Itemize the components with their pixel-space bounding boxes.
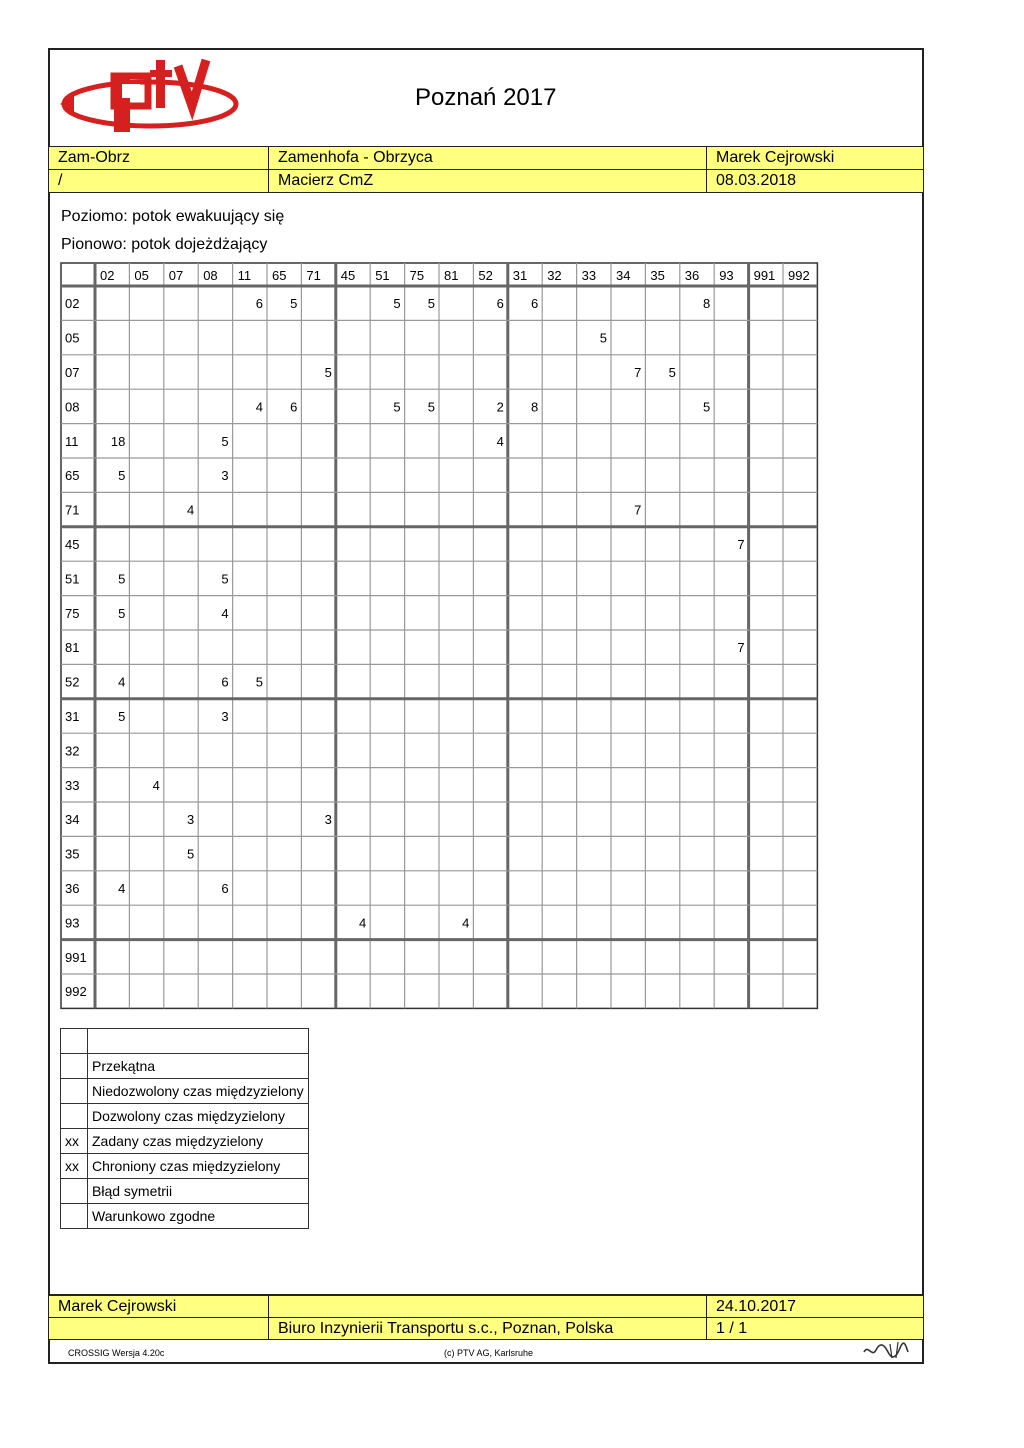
matrix-cell-value: 2: [496, 399, 504, 415]
legend-label: [88, 1029, 309, 1054]
matrix-cell-value: 4: [118, 674, 126, 690]
legend-marker: [61, 1204, 88, 1229]
matrix-cell-value: 6: [290, 399, 298, 415]
matrix-cell-value: 5: [221, 571, 229, 587]
matrix-cell-value: 4: [255, 399, 263, 415]
footer-blank: [49, 1317, 269, 1339]
matrix-cell-value: 5: [668, 365, 676, 380]
row-header: 31: [65, 709, 80, 724]
row-header: 34: [65, 812, 80, 828]
matrix-cell-value: 5: [290, 296, 298, 312]
row-header: 51: [65, 571, 80, 587]
column-header: 992: [788, 268, 810, 283]
legend-label: Przekątna: [88, 1054, 309, 1079]
legend-row: [61, 1029, 309, 1054]
matrix-cell-value: 5: [427, 399, 435, 415]
matrix-cell-value: 3: [221, 468, 229, 484]
column-header: 52: [478, 268, 493, 283]
row-header: 07: [65, 365, 80, 380]
row-header: 991: [65, 949, 87, 965]
row-header: 71: [65, 502, 80, 518]
legend-marker: xx: [61, 1129, 88, 1154]
column-header: 51: [375, 268, 390, 283]
matrix-cell-value: 4: [152, 777, 160, 793]
intersection-name: Zamenhofa - Obrzyca: [269, 146, 707, 169]
row-header: 93: [65, 915, 80, 931]
row-header: 05: [65, 330, 80, 346]
row-header: 65: [65, 468, 80, 484]
column-header: 35: [650, 268, 665, 283]
column-header: 08: [203, 268, 218, 283]
footer-row-1: [49, 1295, 923, 1317]
matrix-cell-value: 5: [186, 846, 195, 862]
matrix-name: Macierz CmZ: [269, 169, 707, 192]
print-date: 08.03.2018: [707, 169, 923, 192]
legend-label: Zadany czas międzyzielony: [88, 1129, 309, 1154]
description-vertical: Pionowo: potok dojeżdżający: [61, 236, 268, 253]
matrix-cell-value: 6: [221, 881, 229, 896]
matrix-cell-value: 4: [186, 502, 195, 518]
row-header: 75: [65, 605, 80, 621]
legend-row: [61, 1079, 309, 1104]
matrix-cell-value: 6: [255, 296, 263, 312]
header-bottom-line: [49, 192, 923, 193]
legend-row: [61, 1179, 309, 1204]
row-header: 36: [65, 881, 80, 896]
matrix-cell-value: 5: [118, 709, 126, 724]
document-title: Poznań 2017: [415, 84, 557, 111]
legend-row: [61, 1104, 309, 1129]
legend-row: [61, 1204, 309, 1229]
matrix-cell-value: 7: [737, 640, 745, 656]
matrix-cell-value: 6: [530, 296, 539, 312]
header-row-1: [49, 146, 923, 169]
row-header: 52: [65, 674, 80, 690]
matrix-cell-value: 3: [221, 709, 229, 724]
legend-label: Dozwolony czas międzyzielony: [88, 1104, 309, 1129]
footer-row-2: [49, 1317, 923, 1339]
footer-bottom-line: [49, 1339, 923, 1340]
column-header: 71: [306, 268, 321, 283]
matrix-cell-value: 8: [530, 399, 539, 415]
variant: /: [49, 169, 269, 192]
legend-row: [61, 1129, 309, 1154]
matrix-cell-value: 4: [358, 915, 367, 931]
row-header: 35: [65, 846, 80, 862]
row-header: 992: [65, 984, 87, 1000]
legend-label: Błąd symetrii: [88, 1179, 309, 1204]
column-header: 45: [340, 268, 356, 283]
legend-marker: [61, 1079, 88, 1104]
row-header: 33: [65, 777, 80, 793]
column-header: 33: [581, 268, 597, 283]
matrix-cell-value: 4: [118, 881, 126, 896]
intergreen-matrix: [60, 262, 820, 1014]
matrix-cell-value: 5: [118, 468, 126, 484]
header-row-2: [49, 169, 923, 192]
matrix-cell-value: 4: [221, 605, 229, 621]
legend-marker: [61, 1179, 88, 1204]
legend-row: [61, 1154, 309, 1179]
copyright: (c) PTV AG, Karlsruhe: [444, 1348, 534, 1358]
footer-empty: [269, 1295, 707, 1317]
legend-marker: xx: [61, 1154, 88, 1179]
legend-table: [60, 1028, 309, 1229]
column-header: 05: [134, 268, 149, 283]
intersection-code: Zam-Obrz: [49, 146, 269, 169]
footer-company: Biuro Inzynierii Transportu s.c., Poznan, Polska: [269, 1317, 707, 1339]
matrix-cell-value: 3: [186, 812, 195, 828]
matrix-cell-value: 5: [702, 399, 711, 415]
legend-label: Niedozwolony czas międzyzielony: [88, 1079, 309, 1104]
column-header: 93: [719, 268, 734, 283]
column-header: 36: [684, 268, 700, 283]
matrix-cell-value: 18: [110, 433, 126, 449]
column-header: 11: [237, 268, 252, 283]
matrix-cell-value: 5: [221, 433, 229, 449]
row-header: 08: [65, 399, 80, 415]
column-header: 32: [547, 268, 562, 283]
column-header: 31: [512, 268, 528, 283]
column-header: 65: [272, 268, 287, 283]
footer-date: 24.10.2017: [707, 1295, 923, 1317]
footer-author: Marek Cejrowski: [49, 1295, 269, 1317]
matrix-cell-value: 7: [634, 365, 642, 380]
row-header: 11: [65, 433, 79, 449]
column-header: 02: [100, 268, 115, 283]
legend-label: Warunkowo zgodne: [88, 1204, 309, 1229]
software-version: CROSSIG Wersja 4.20c: [68, 1348, 165, 1358]
legend-row: [61, 1054, 309, 1079]
matrix-cell-value: 5: [255, 674, 263, 690]
legend-label: Chroniony czas międzyzielony: [88, 1154, 309, 1179]
matrix-cell-value: 5: [393, 296, 401, 312]
column-header: 81: [444, 268, 459, 283]
matrix-cell-value: 8: [702, 296, 711, 312]
matrix-cell-value: 7: [737, 537, 745, 552]
row-header: 81: [65, 640, 80, 656]
matrix-cell-value: 7: [634, 502, 642, 518]
column-header: 991: [753, 268, 776, 283]
row-header: 02: [65, 296, 80, 312]
matrix-cell-value: 5: [324, 365, 332, 380]
ptv-logo: [60, 56, 240, 136]
row-header: 45: [65, 537, 80, 552]
matrix-cell-value: 4: [462, 915, 470, 931]
column-header: 34: [616, 268, 631, 283]
matrix-cell-value: 3: [324, 812, 332, 828]
legend-marker: [61, 1104, 88, 1129]
matrix-cell-value: 5: [599, 330, 607, 346]
matrix-cell-value: 6: [496, 296, 504, 312]
column-header: 07: [168, 268, 184, 283]
legend-marker: [61, 1054, 88, 1079]
matrix-cell-value: 5: [427, 296, 435, 312]
matrix-cell-value: 5: [118, 605, 126, 621]
author: Marek Cejrowski: [707, 146, 923, 169]
legend-marker: [61, 1029, 88, 1054]
matrix-cell-value: 5: [118, 571, 126, 587]
description-horizontal: Poziomo: potok ewakuujący się: [61, 208, 285, 225]
matrix-cell-value: 5: [393, 399, 401, 415]
matrix-cell-value: 4: [496, 433, 504, 449]
matrix-cell-value: 6: [221, 674, 229, 690]
column-header: 75: [409, 268, 425, 283]
footer-page-number: 1 / 1: [707, 1317, 923, 1339]
row-header: 32: [65, 743, 80, 759]
crossig-logo-icon: [862, 1340, 910, 1360]
